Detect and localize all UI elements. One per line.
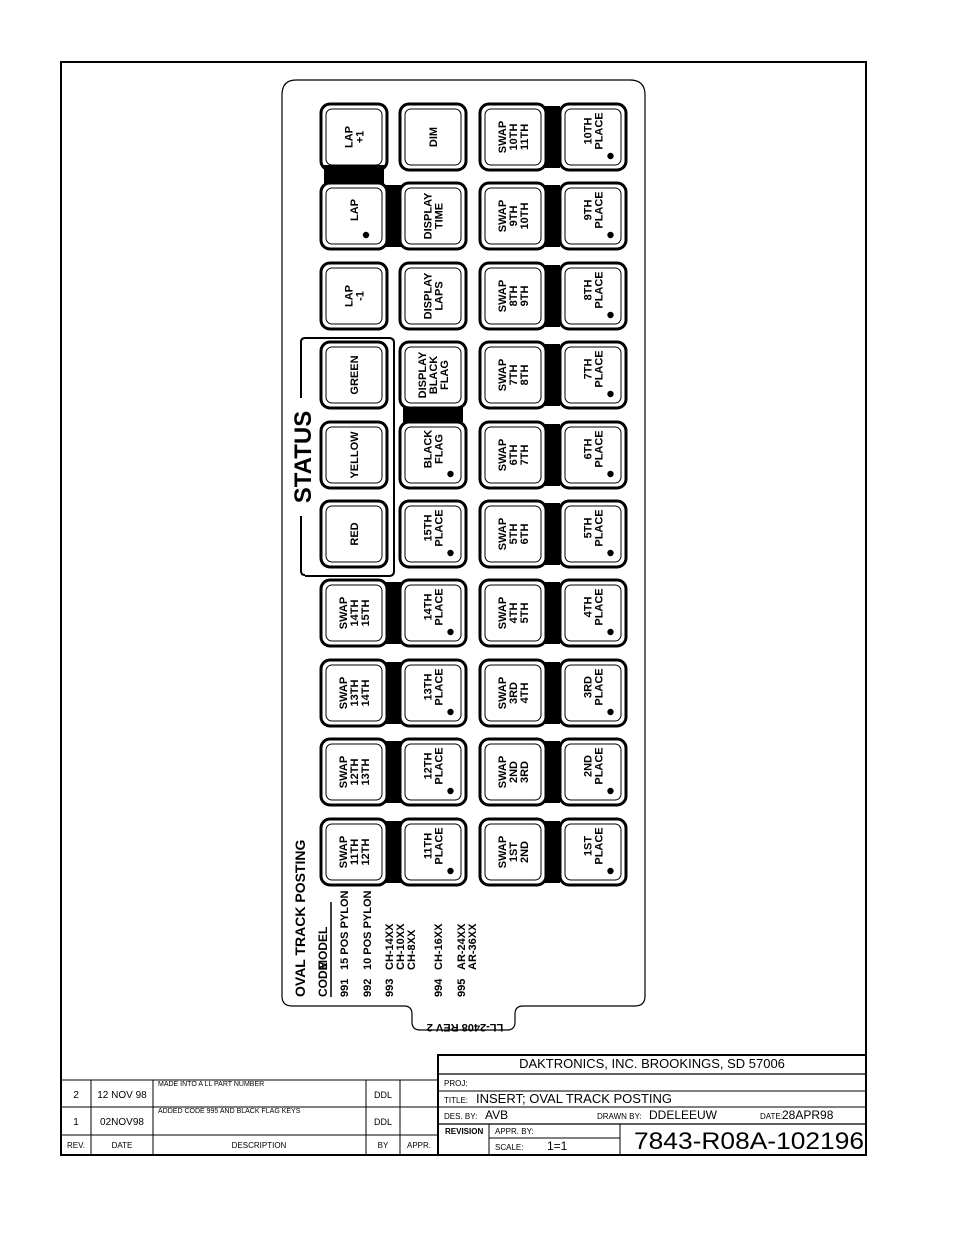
legend-model: AR-24XX: [456, 923, 468, 970]
key-label-line: 6TH: [508, 444, 520, 466]
key-swap-4-5: [480, 580, 560, 646]
key-place-9: [560, 183, 626, 249]
key-swap-1-2: [480, 819, 560, 885]
key-label-line: 4TH: [508, 602, 520, 624]
key-label-line: PLACE: [433, 827, 446, 865]
legend-code: 991: [339, 978, 351, 997]
revision-date: 02NOV98: [100, 1117, 144, 1128]
key-label-line: 7TH: [582, 358, 595, 380]
key-label-line: 10TH: [519, 202, 531, 230]
revision-by: DDL: [373, 1090, 393, 1100]
key-label-line: SWAP: [497, 755, 509, 789]
legend-model: CH-8XX: [406, 929, 418, 970]
key-label-line: PLACE: [593, 747, 606, 785]
key-dot: [447, 471, 453, 477]
key-label-line: 2ND: [582, 754, 595, 778]
key-label-line: 8TH: [582, 279, 595, 301]
key-label-line: PLACE: [593, 509, 606, 547]
key-label-line: SWAP: [497, 438, 509, 472]
rev-header-by: BY: [377, 1141, 389, 1150]
key-place-14: [400, 580, 466, 646]
revision-description: ADDED CODE 995 AND BLACK FLAG KEYS: [158, 1108, 301, 1115]
key-label-line: 12TH: [349, 758, 361, 786]
key-label-line: 13TH: [360, 758, 372, 786]
key-place-1: [560, 819, 626, 885]
key-swap-2-3: [480, 739, 560, 805]
key-label-line: 8TH: [519, 364, 531, 386]
rev-header-date: DATE: [111, 1141, 133, 1150]
key-red: [321, 501, 387, 567]
key-swap-10-11: [480, 104, 560, 170]
key-label-line: 15TH: [422, 514, 435, 542]
rev-header-appr: APPR.: [406, 1141, 432, 1150]
key-label-line: 13TH: [422, 673, 435, 701]
key-label-line: 12TH: [422, 752, 435, 780]
key-label-line: +1: [354, 130, 367, 144]
drawn-by-label: DRAWN BY:: [597, 1112, 642, 1121]
key-label-line: DISPLAY: [417, 351, 429, 399]
key-label-line: GREEN: [349, 355, 361, 395]
key-label-line: PLACE: [593, 430, 606, 468]
key-label-line: 1ST: [508, 841, 520, 863]
key-label-line: 3RD: [582, 675, 595, 699]
key-display-black-flag: [400, 342, 466, 422]
key-swap-3-4: [480, 660, 560, 726]
key-label-line: SWAP: [497, 120, 509, 154]
key-place-8: [560, 263, 626, 329]
appr-by-label: APPR. BY:: [495, 1127, 534, 1136]
revision-row: [73, 1081, 392, 1101]
legend-code: 992: [362, 978, 374, 997]
revision-description: MADE INTO A LL PART NUMBER: [158, 1081, 265, 1088]
key-dot: [607, 709, 613, 715]
key-dot: [607, 471, 613, 477]
legend-model: 10 POS PYLON: [362, 890, 374, 970]
status-label: STATUS: [290, 410, 317, 504]
key-label-line: YELLOW: [349, 431, 361, 479]
key-label-line: PLACE: [433, 509, 446, 547]
key-place-6: [560, 422, 626, 488]
key-label-line: SWAP: [338, 596, 350, 630]
key-label-line: 2ND: [508, 760, 520, 784]
key-lap-minus-1: [321, 263, 387, 329]
legend-code: 993: [384, 978, 396, 997]
key-dot: [447, 709, 453, 715]
key-swap-9-10: [480, 183, 560, 249]
legend-model: AR-36XX: [467, 923, 479, 970]
key-label-line: PLACE: [593, 271, 606, 309]
des-by-value: AVB: [485, 1108, 509, 1122]
key-label-line: DISPLAY: [422, 272, 435, 320]
key-swap-14-15: [321, 580, 401, 646]
key-label-line: -1: [354, 291, 367, 301]
key-place-4: [560, 580, 626, 646]
scale-label: SCALE:: [495, 1143, 524, 1152]
key-label-line: 10TH: [508, 123, 520, 151]
legend-model: 15 POS PYLON: [339, 890, 351, 970]
key-display-time: [400, 183, 466, 249]
key-dot: [447, 550, 453, 556]
key-label-line: PLACE: [593, 112, 606, 150]
drawing-number: 7843-R08A-102196: [634, 1128, 864, 1155]
key-dot: [447, 868, 453, 874]
key-swap-7-8: [480, 342, 560, 408]
key-label-line: 6TH: [582, 438, 595, 460]
key-swap-11-12: [321, 819, 401, 885]
key-label-line: FLAG: [439, 360, 451, 390]
legend-title: OVAL TRACK POSTING: [292, 839, 308, 997]
key-label-line: DISPLAY: [422, 192, 435, 240]
key-label-line: BLACK: [428, 355, 440, 395]
key-label-line: SWAP: [338, 755, 350, 789]
key-label-line: TIME: [433, 202, 446, 230]
key-label-line: 14TH: [349, 599, 361, 627]
legend-header-code: CODE: [316, 962, 330, 997]
key-label-line: SWAP: [497, 358, 509, 392]
legend-code: 994: [433, 978, 445, 997]
key-place-3: [560, 660, 626, 726]
key-dot: [607, 550, 613, 556]
key-label-line: 7TH: [508, 364, 520, 386]
key-grid: [321, 104, 626, 885]
revision-rev: 1: [73, 1117, 79, 1128]
key-label-line: 13TH: [349, 679, 361, 707]
revision-by: DDL: [373, 1117, 393, 1127]
key-label-line: 5TH: [519, 602, 531, 624]
key-label-line: LAP: [343, 285, 356, 307]
key-label-line: 12TH: [360, 838, 372, 866]
title-value: INSERT; OVAL TRACK POSTING: [476, 1091, 673, 1106]
key-label-line: PLACE: [433, 588, 446, 626]
key-display-laps: [400, 263, 466, 329]
key-label-line: 7TH: [519, 444, 531, 466]
key-dot: [607, 232, 613, 238]
part-number-label: LL-2408 REV 2: [426, 1021, 504, 1033]
revision-rev: 2: [73, 1090, 79, 1101]
date-label: DATE:: [760, 1112, 783, 1121]
key-label-line: 4TH: [582, 596, 595, 618]
key-label-line: SWAP: [497, 279, 509, 313]
key-label-line: 11TH: [422, 832, 435, 860]
key-label-line: 3RD: [508, 681, 520, 705]
key-lap: [321, 165, 401, 249]
key-label-line: RED: [349, 522, 361, 546]
key-swap-13-14: [321, 660, 401, 726]
key-label-line: SWAP: [497, 517, 509, 551]
key-dot: [607, 868, 613, 874]
key-label-line: LAP: [343, 126, 356, 148]
key-dot: [607, 629, 613, 635]
key-swap-5-6: [480, 501, 560, 567]
key-label-line: LAP: [349, 199, 361, 221]
key-label-line: SWAP: [338, 676, 350, 710]
key-label-line: 8TH: [508, 285, 520, 307]
key-place-5: [560, 501, 626, 567]
key-dot: [447, 788, 453, 794]
key-label-line: DIM: [428, 126, 440, 148]
key-place-12: [400, 739, 466, 805]
des-by-label: DES. BY:: [444, 1112, 478, 1121]
key-label-line: PLACE: [593, 588, 606, 626]
key-dot: [607, 312, 613, 318]
key-label-line: SWAP: [338, 835, 350, 869]
key-label-line: 5TH: [582, 517, 595, 539]
key-place-2: [560, 739, 626, 805]
key-yellow: [321, 422, 387, 488]
key-dim: [400, 104, 466, 170]
rev-header-rev: REV.: [67, 1141, 85, 1150]
key-label-line: 4TH: [519, 682, 531, 704]
key-label-line: PLACE: [593, 827, 606, 865]
title-label: TITLE:: [444, 1096, 469, 1105]
key-label-line: PLACE: [593, 191, 606, 229]
rev-header-description: DESCRIPTION: [231, 1141, 287, 1150]
revision-rows: [73, 1081, 392, 1128]
key-label-line: BLACK: [422, 429, 435, 469]
key-dot: [447, 629, 453, 635]
key-label-line: SWAP: [497, 199, 509, 233]
key-place-10: [560, 104, 626, 170]
key-dot: [363, 232, 369, 238]
key-label-line: 11TH: [519, 123, 531, 151]
revision-label: REVISION: [445, 1127, 484, 1136]
key-label-line: 1ST: [582, 835, 595, 857]
key-place-13: [400, 660, 466, 726]
key-label-line: 9TH: [519, 285, 531, 307]
key-label-line: SWAP: [497, 596, 509, 630]
proj-label: PROJ:: [444, 1079, 468, 1088]
key-label-line: 9TH: [582, 199, 595, 221]
key-dot: [607, 153, 613, 159]
key-label-line: PLACE: [593, 668, 606, 706]
key-green: [321, 342, 387, 408]
key-label-line: PLACE: [433, 747, 446, 785]
key-label-line: SWAP: [497, 676, 509, 710]
key-lap-plus-1: [321, 104, 387, 170]
revision-date: 12 NOV 98: [97, 1090, 147, 1101]
legend-model: CH-10XX: [395, 923, 407, 970]
key-label-line: PLACE: [433, 668, 446, 706]
key-label-line: 2ND: [519, 840, 531, 864]
key-place-15: [400, 501, 466, 567]
key-label-line: 10TH: [582, 117, 595, 145]
key-label-line: LAPS: [433, 281, 446, 311]
key-label-line: 15TH: [360, 599, 372, 627]
legend-model: CH-16XX: [433, 923, 445, 970]
key-place-11: [400, 819, 466, 885]
drawn-by-value: DDELEEUW: [649, 1108, 718, 1122]
key-swap-8-9: [480, 263, 560, 329]
key-swap-12-13: [321, 739, 401, 805]
revision-row: [73, 1108, 392, 1128]
key-label-line: 11TH: [349, 838, 361, 866]
key-label-line: 6TH: [519, 523, 531, 545]
company-header: DAKTRONICS, INC. BROOKINGS, SD 57006: [519, 1056, 785, 1071]
legend-code: 995: [456, 978, 468, 997]
key-place-7: [560, 342, 626, 408]
key-label-line: 14TH: [422, 593, 435, 621]
legend-model: CH-14XX: [384, 923, 396, 970]
date-value: 28APR98: [782, 1108, 834, 1122]
key-swap-6-7: [480, 422, 560, 488]
key-label-line: PLACE: [593, 350, 606, 388]
key-label-line: FLAG: [433, 434, 446, 464]
key-label-line: 5TH: [508, 523, 520, 545]
key-label-line: 9TH: [508, 205, 520, 227]
legend-header-model: MODEL: [316, 926, 330, 970]
key-dot: [607, 391, 613, 397]
key-label-line: 14TH: [360, 679, 372, 707]
key-label-line: 3RD: [519, 760, 531, 784]
key-dot: [607, 788, 613, 794]
key-black-flag: [400, 422, 466, 488]
key-label-line: SWAP: [497, 835, 509, 869]
scale-value: 1=1: [547, 1139, 568, 1153]
